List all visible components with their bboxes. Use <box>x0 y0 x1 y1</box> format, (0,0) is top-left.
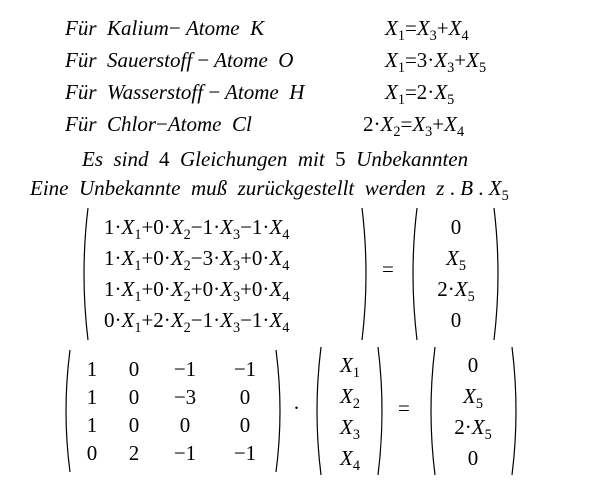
rhs-value: 0 <box>450 308 462 332</box>
definition-equation: $2\cdot X_2=X_3+X_4$ <box>363 112 465 140</box>
matrix-cell: −1 <box>173 357 197 381</box>
definition-equation: $X_1=2\cdot X_5$ <box>385 80 455 108</box>
matrix-cell: −3 <box>173 385 197 409</box>
definition-label: Für Chlor−Atome Cl <box>65 112 252 136</box>
rhs-value: $2\cdot X_5$ <box>454 415 492 443</box>
matrix-cell: 0 <box>86 441 98 465</box>
rhs-value: 0 <box>467 353 479 377</box>
vector-cell: $X_2$ <box>340 384 360 412</box>
left-paren <box>423 345 439 477</box>
statement-postpone-unknown: Eine Unbekannte muß zurückgestellt werden z . B . $X_5$ <box>30 176 509 204</box>
right-paren <box>374 345 390 477</box>
rhs-value: 0 <box>467 446 479 470</box>
matrix-cell: −1 <box>233 357 257 381</box>
right-paren <box>272 348 288 474</box>
equals-sign: = <box>398 396 410 420</box>
matrix-cell: 2 <box>128 441 140 465</box>
matrix-cell: 0 <box>239 413 251 437</box>
left-paren <box>76 206 92 342</box>
multiply-dot: · <box>293 396 300 420</box>
left-paren <box>405 206 421 342</box>
system-row: $1\cdot X_1+0\cdot X_2-3\cdot X_3+0\cdot X_4$ <box>104 246 290 274</box>
system-row: $0\cdot X_1+2\cdot X_2-1\cdot X_3-1\cdot X_4$ <box>104 308 290 336</box>
definition-label: Für Sauerstoff − Atome O <box>65 48 294 72</box>
matrix-cell: 1 <box>86 413 98 437</box>
statement-equation-count: Es sind 4 Gleichungen mit 5 Unbekannten <box>82 147 469 171</box>
system-row: $1\cdot X_1+0\cdot X_2+0\cdot X_3+0\cdot X_4$ <box>104 277 290 305</box>
vector-cell: $X_3$ <box>340 415 360 443</box>
vector-cell: $X_1$ <box>340 353 360 381</box>
rhs-value: $X_5$ <box>446 246 466 274</box>
equals-sign: = <box>382 257 394 281</box>
matrix-cell: 1 <box>86 385 98 409</box>
left-paren <box>58 348 74 474</box>
matrix-cell: 0 <box>239 385 251 409</box>
right-paren <box>358 206 374 342</box>
matrix-cell: 0 <box>128 413 140 437</box>
right-paren <box>508 345 524 477</box>
right-paren <box>490 206 506 342</box>
definition-label: Für Wasserstoff − Atome H <box>65 80 305 104</box>
matrix-cell: 0 <box>128 357 140 381</box>
definition-label: Für Kalium− Atome K <box>65 16 265 40</box>
vector-cell: $X_4$ <box>340 446 360 474</box>
matrix-cell: −1 <box>173 441 197 465</box>
matrix-cell: 1 <box>86 357 98 381</box>
rhs-value: 0 <box>450 215 462 239</box>
matrix-cell: −1 <box>233 441 257 465</box>
rhs-value: $X_5$ <box>463 384 483 412</box>
system-row: $1\cdot X_1+0\cdot X_2-1\cdot X_3-1\cdot X_4$ <box>104 215 290 243</box>
definition-equation: $X_1=X_3+X_4$ <box>385 16 469 44</box>
matrix-cell: 0 <box>128 385 140 409</box>
definition-equation: $X_1=3\cdot X_3+X_5$ <box>385 48 487 76</box>
left-paren <box>309 345 325 477</box>
rhs-value: $2\cdot X_5$ <box>437 277 475 305</box>
matrix-cell: 0 <box>179 413 191 437</box>
